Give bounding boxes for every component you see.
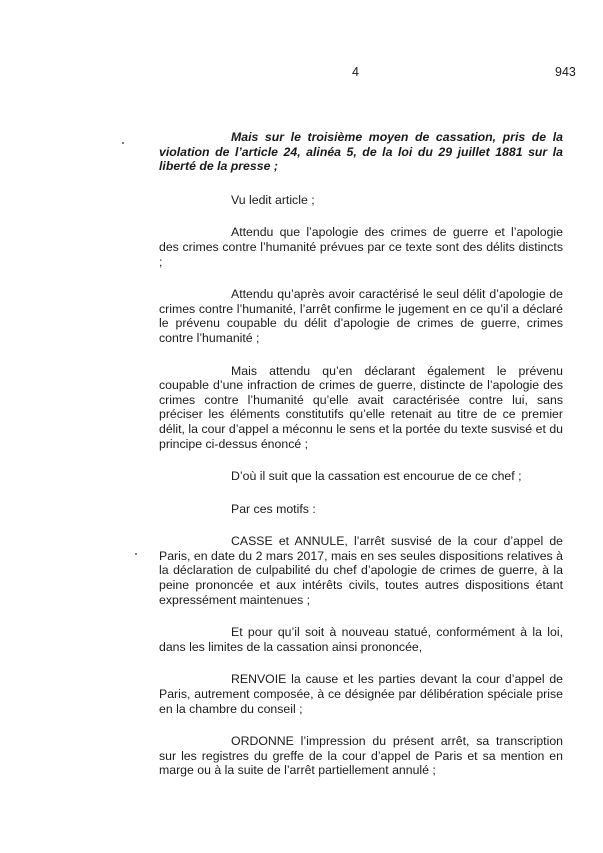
paragraph-cassation-encourue: D’où il suit que la cassation est encourue de ce chef ;	[231, 469, 522, 484]
paragraph-attendu-1: Attendu que l’apologie des crimes de guerre et l’apologie des crimes contre l’humanité prévues par ce texte sont des délits distincts ;	[159, 225, 563, 269]
scan-speck	[135, 553, 137, 555]
paragraph-vu-article: Vu ledit article ;	[231, 192, 315, 207]
heading-troisieme-moyen: Mais sur le troisième moyen de cassation, pris de la violation de l’article 24, alinéa 5, de la loi du 29 juillet 1881 sur la liberté de la presse ;	[159, 130, 563, 174]
paragraph-ordonne: ORDONNE l’impression du présent arrêt, sa transcription sur les registres du greffe de la cour d’appel de Paris et sa mention en marge ou à la suite de l’arrêt partiellement annulé ;	[159, 734, 563, 778]
document-body	[159, 130, 563, 796]
paragraph-nouveau-statue: Et pour qu’il soit à nouveau statué, conformément à la loi, dans les limites de la cassation ainsi prononcée,	[159, 625, 563, 654]
document-number: 943	[555, 65, 576, 79]
paragraph-renvoie: RENVOIE la cause et les parties devant la cour d’appel de Paris, autrement composée, à ce désignée par délibération spéciale prise en la chambre du conseil ;	[159, 672, 563, 716]
paragraph-attendu-2: Attendu qu’après avoir caractérisé le seul délit d’apologie de crimes contre l’humanité, l’arrêt confirme le jugement en ce qu’il a déclaré le prévenu coupable du délit d’apologie de crimes de guerre, crimes contre l’humanité ;	[159, 287, 563, 345]
paragraph-mais-attendu: Mais attendu qu’en déclarant également le prévenu coupable d’une infraction de crimes de guerre, distincte de l’apologie des crimes contre l’humanité qu’elle avait caractérisée contre lui, sans préciser les éléments constitutifs qu’elle retenait au titre de ce premier délit, la cour d’appel a méconnu le sens et la portée du texte susvisé et du principe ci-dessus énoncé ;	[159, 363, 563, 451]
page-number: 4	[352, 65, 359, 79]
paragraph-par-ces-motifs: Par ces motifs :	[231, 501, 316, 516]
scan-speck	[122, 142, 124, 144]
paragraph-casse-annule: CASSE et ANNULE, l’arrêt susvisé de la cour d’appel de Paris, en date du 2 mars 2017, mais en ses seules dispositions relatives à la déclaration de culpabilité du chef d’apologie de crimes de guerre, à la peine prononcée et aux intérêts civils, toutes autres dispositions étant expressément maintenues ;	[159, 534, 563, 607]
